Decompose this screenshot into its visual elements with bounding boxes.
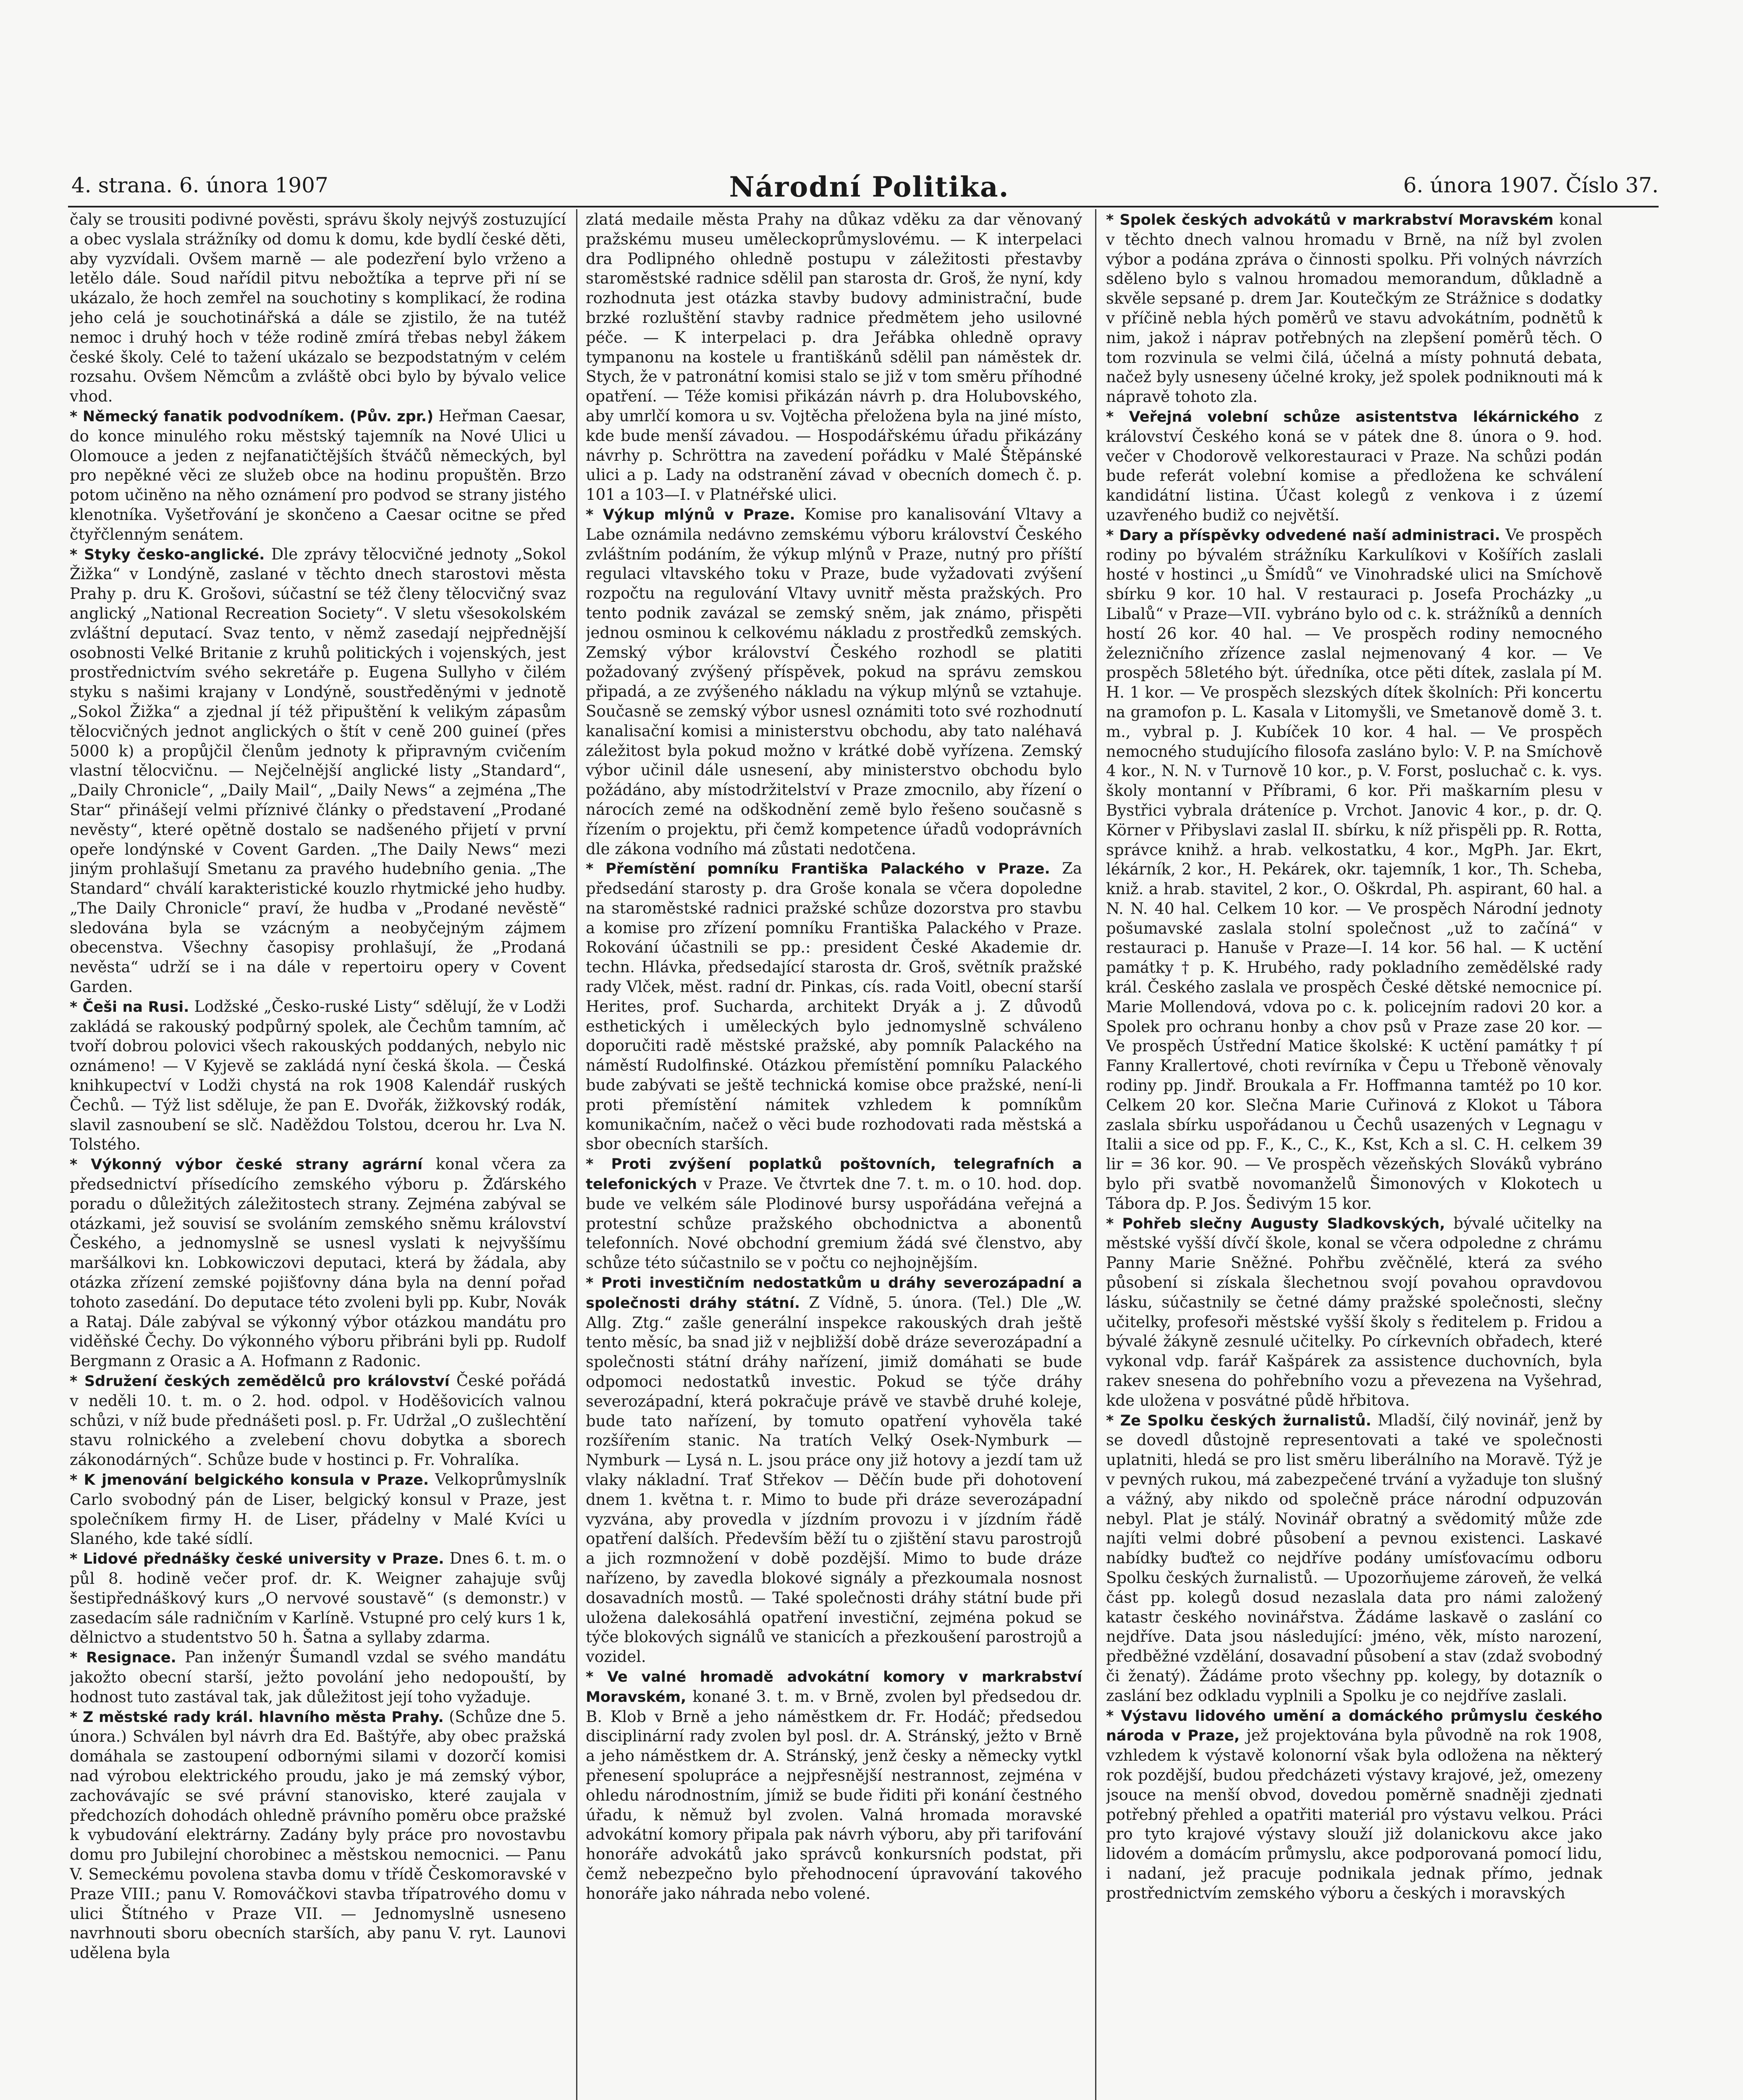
article-heading: * Ve valné hromadě advokátní komory v markrabství Moravském, bbox=[586, 1668, 1082, 1706]
article-text: (Schůze dne 5. února.) Schválen byl návrh dra Ed. Baštýře, aby obec pražská domáhala se zastoupení odbornými silami v dozorčí komisi nad výrobou elektrického proudu, jako je má zemský výbor, zachovávajíc se své právní stanovisko, které zaujala v předchozích dohodách ohledně právního poměru obce pražské k vybudování elektrárny. Zadány byly práce pro novostavbu domu pro Jubilejní chorobinec a městskou nemocnici. — Panu V. Semeckému povolena stavba domu v třídě Českomoravské v Praze VIII.; panu V. Romováčkovi stavba třípatrového domu v ulici Štítného v Praze VII. — Jednomyslně usneseno navrhnouti sboru obecních starších, aby panu V. ryt. Launovi udělena byla bbox=[70, 1707, 566, 1962]
article-paragraph bbox=[586, 210, 1082, 505]
article-heading: * Přemístění pomníku Františka Palackého v Praze. bbox=[586, 861, 1050, 878]
article-text: konal v těchto dnech valnou hromadu v Brně, na níž byl zvolen výbor a podána zpráva o činnosti spolku. Při volných návrzích sděleno bylo s valnou hromadou memorandum, důkladně a skvěle sepsané p. drem Jar. Koutečkým ze Strážnice s dodatky v příčině nebla hých poměrů ve stavu advokátním, podnětů k nim, jakož i náprav potřebných na zlepšení poměrů těch. O tom rozvinula se velmi čilá, účelná a místy pohnutá debata, načež byly usneseny účelné kroky, jež spolek podniknouti má k nápravě tohoto zla. bbox=[1106, 210, 1602, 406]
article-paragraph bbox=[70, 997, 566, 1155]
article-heading: * Pohřeb slečny Augusty Sladkovských, bbox=[1106, 1215, 1445, 1232]
article-heading: * Z městské rady král. hlavního města Prahy. bbox=[70, 1709, 444, 1726]
article-heading: * Německý fanatik podvodníkem. (Pův. zpr.) bbox=[70, 408, 434, 425]
page-header bbox=[71, 173, 1659, 202]
article-text: bývalé učitelky na městské vyšší dívčí škole, konal se včera odpoledne z chrámu Panny Marie Sněžné. Pohřbu zvěčnělé, která za svého působení si získala šlechetnou svojí povahou opravdovou lásku, súčastnily se četné dámy pražské společnosti, slečny učitelky, profesoři městské vyšší školy s ředitelem p. Fridou a bývalé žákyně zesnulé učitelky. Po církevních obřadech, které vykonal vdp. farář Kašpárek za assistence duchovních, byla rakev snesena do pohřebního vozu a převezena na Vyšehrad, kde uložena v posvátné půdě hřbitova. bbox=[1106, 1214, 1602, 1410]
article-text: Za předsedání starosty p. dra Groše konala se včera dopoledne na staroměstské radnici pražské schůze dozorstva pro stavbu a komise pro zřízení pomníku Františka Palackého v Praze. Rokování účastnili se pp.: president České Akademie dr. techn. Hlávka, předsedající starosta dr. Groš, světník pražské rady Vlček, měst. radní dr. Pinkas, cís. rada Voitl, obecní starší Herites, prof. Sucharda, architekt Dryák a j. Z důvodů esthetických i uměleckých bylo jednomyslně schváleno doporučiti radě městské pražské, aby pomník Palackého na náměstí Rudolfinské. Otázkou přemístění pomníku Palackého bude zabývati se ještě technická komise obce pražské, není-li proti přemístění námitek vzhledem k pomníkům komunikačním, načež o věci bude rozhodovati rada městská a sbor obecních starších. bbox=[586, 859, 1082, 1153]
article-paragraph bbox=[1106, 1214, 1602, 1411]
article-text: konané 3. t. m. v Brně, zvolen byl předsedou dr. B. Klob v Brně a jeho náměstkem dr. Fr. Hodáč; předsedou disciplinární rady zvolen byl posl. dr. A. Stránský, ježto v Brně a jeho náměstkem dr. A. Stránský, jenž česky a německy vytkl přenesení spolupráce a nejpřesnější nestrannost, zejména v ohledu národnostním, jímiž se bude řiditi při konání čestného úřadu, k němuž byl zvolen. Valná hromada moravské advokátní komory připala pak návrh výboru, aby při tarifování honoráře advokátů jako správců konkursních podstat, při čemž nebezpečno bylo přehodnocení úpravování takového honoráře jako náhrada nebo volené. bbox=[586, 1687, 1082, 1903]
article-heading: * Resignace. bbox=[70, 1649, 176, 1667]
article-heading: * K jmenování belgického konsula v Praze. bbox=[70, 1472, 429, 1488]
article-text: čaly se trousiti podivné pověsti, správu školy nejvýš zostuzující a obec vyslala strážníky od domu k domu, kde bydlí české děti, aby vyzvídali. Ovšem marně — ale podezření bylo vrženo a letělo dále. Soud nařídil pitvu nebožtíka a teprve při ní se ukázalo, že hoch zemřel na souchotiny s komplikací, že rodina jeho celá je souchotinářská a dále se zjistilo, že na tutéž nemoc i druhý hoch v téže rodině zmírá třebas nebyl žákem české školy. Celé to tažení ukázalo se bezpodstatným v celém rozsahu. Ovšem Němcům a zvláště obci bylo by bývalo velice vhod. bbox=[70, 210, 566, 406]
article-text: Heřman Caesar, do konce minulého roku městský tajemník na Nové Ulici u Olomouce a jeden z nejfanatičtějších štváčů německých, byl pro nepěkné věci ze služeb obce na hodinu propuštěn. Brzo potom učiněno na něho oznámení pro podvod se strany jistého klenotníka. Vyšetřování je skončeno a Caesar ocitne se před čtyřčlenným senátem. bbox=[70, 407, 566, 543]
article-text: Pan inženýr Šumandl vzdal se svého mandátu jakožto obecní starší, ježto povolání jeho nedopouští, by hodnost tuto zastával tak, jak důležitost její toho vyžaduje. bbox=[70, 1648, 566, 1706]
article-paragraph bbox=[70, 1648, 566, 1707]
article-heading: * Proti zvýšení poplatků poštovních, telegrafních a telefonických bbox=[586, 1156, 1082, 1193]
column-divider bbox=[576, 209, 577, 2100]
article-heading: * Dary a příspěvky odvedené naší administraci. bbox=[1106, 527, 1500, 544]
article-heading: * Styky česko-anglické. bbox=[70, 546, 265, 563]
article-paragraph bbox=[70, 1707, 566, 1963]
article-text: České pořádá v neděli 10. t. m. o 2. hod. odpol. v Hoděšovicích valnou schůzi, v níž bude přednášeti posl. p. Fr. Udržal „O zušlechtění stavu rolnického a zvelebení chovu dobytka a sborech zákonodárných“. Schůze bude v hostinci p. Fr. Vohralíka. bbox=[70, 1372, 566, 1469]
article-heading: * Ze Spolku českých žurnalistů. bbox=[1106, 1412, 1371, 1429]
article-text: konal včera za předsednictví přísedícího zemského výboru p. Žďárského poradu o důležitých záležitostech strany. Zejména zabýval se otázkami, jež souvisí se svoláním zemského sněmu království Českého, a jednomyslně se usnesl vyslati k nejvyššímu maršálkovi kn. Lobkowiczovi deputaci, která by žádala, aby otázka zřízení zemské pojišťovny dána byla na denní pořad tohoto zasedání. Do deputace této zvoleni byli pp. Kubr, Novák a Rataj. Dále zabýval se výkonný výbor otázkou mandátu pro viděňské Čechy. Do výkonného výboru přibráni byli pp. Rudolf Bergmann z Orasic a A. Hofmann z Radonic. bbox=[70, 1155, 566, 1370]
article-text: v Praze. Ve čtvrtek dne 7. t. m. o 10. hod. dop. bude ve velkém sále Plodinové bursy uspořádána veřejná a protestní schůze pražského obchodnictva a abonentů telefonních. Nové obchodní gremium žádá své členstvo, aby schůze této súčastnilo se v počtu co nejhojnějším. bbox=[586, 1175, 1082, 1272]
column-3 bbox=[1106, 210, 1602, 2100]
article-text: Komise pro kanalisování Vltavy a Labe oznámila nedávno zemskému výboru království Českého zvláštním podáním, že výkup mlýnů v Praze, nutný pro příští regulaci vltavského toku v Praze, bude vyžadovati zvýšení rozpočtu na regulování Vltavy uvnitř města pražských. Pro tento podnik zavázal se zemský sněm, jak známo, přispěti jednou osminou k celkovému nákladu z prostředků zemských. Zemský výbor království Českého rozhodl se platiti požadovaný zvýšený příspěvek, pokud na správu zemskou připadá, a ze zvýšeného nákladu na výkup mlýnů se vztahuje. Současně se zemský výbor usnesl oznámiti toto své rozhodnutí kanalisační komisi a ministerstvu obchodu, aby tato naléhavá záležitost byla pokud možno v krátké době vyřízena. Zemský výbor učinil dále usnesení, aby ministerstvo obchodu bylo požádáno, aby místodržitelství v Praze zmocnilo, aby řízení o nárocích zemé na odškodnění země bylo řešeno současně s řízením o projektu, při čemž kompetence úřadů vodoprávních dle zákona vodního má zůstati nedotčena. bbox=[586, 505, 1082, 858]
article-paragraph bbox=[1106, 210, 1602, 407]
article-text: Velkoprůmyslník Carlo svobodný pán de Liser, belgický konsul v Praze, jest společníkem firmy H. de Liser, přádelny v Malé Kvíci u Slaného, kde také sídlí. bbox=[70, 1470, 566, 1548]
article-text: zlatá medaile města Prahy na důkaz vděku za dar věnovaný pražskému museu uměleckoprůmyslovému. — K interpelaci dra Podlipného ohledně postupu v záležitosti přestavby staroměstské radnice sdělil pan starosta dr. Groš, že nyní, kdy rozhodnuta jest otázka stavby budovy administrační, bude brzké rozluštění stavby radnice předmětem jeho usilovné péče. — K interpelaci p. dra Jeřábka ohledně opravy tympanonu na kostele u františkánů sdělil pan náměstek dr. Stych, že v patronátní komisi stalo se již v tom směru příhodné opatření. — Téže komisi přikázán návrh p. dra Holubovského, aby umrlčí komora u sv. Vojtěcha přeložena byla na jiné místo, kde bude menší závadou. — Hospodářskému úřadu přikázány návrhy p. Schröttra na zavedení pořádku v Malé Štěpánské ulici a p. Lady na odstranění závad v obecních domech č. p. 101 a 103—I. v Platnéřské ulici. bbox=[586, 210, 1082, 504]
article-paragraph bbox=[586, 1154, 1082, 1273]
masthead-title: Národní Politika. bbox=[729, 171, 1009, 203]
column-2 bbox=[586, 210, 1082, 2100]
article-paragraph bbox=[70, 407, 566, 545]
article-text: Dle zprávy tělocvičné jednoty „Sokol Žižka“ v Londýně, zaslané v těchto dnech starostovi města Prahy p. dru K. Grošovi, súčastní se též členy tělocvičný svaz anglický „National Recreation Society“. V sletu všesokolském zvláštní deputací. Svaz tento, v němž zasedají nejpřednější osobnosti Velké Britanie z kruhů politických i vojenských, jest prostřednictvím svého sekretáře p. Eugena Sullyho v čilém styku s našimi krajany v Londýně, soustředěnými v jednotě „Sokol Žižka“ a zjednal jí též připuštění k velikým zápasům tělocvičných jednot anglických o štít v ceně 200 guineí (přes 5000 k) a propůjčil členům jednoty k připravným cvičením vlastní tělocvičnu. — Nejčelnější anglické listy „Standard“, „Daily Chronicle“, „Daily Mail“, „Daily News“ a zejména „The Star“ přinášejí velmi příznivé články o představení „Prodané nevěsty“, které opětně dostalo se nadšeného přijetí v první opeře londýnské v Covent Garden. „The Daily News“ mezi jiným prohlašují Smetanu za pravého hudebního genia. „The Standard“ chválí karakteristické kouzlo rhytmické jeho hudby. „The Daily Chronicle“ praví, že hudba v „Prodané nevěstě“ sledována byla se vzácným a neobyčejným zájmem obecenstva. Všechny časopisy prohlašují, že „Prodaná nevěsta“ udrží se i na dále v repertoiru opery v Covent Garden. bbox=[70, 545, 566, 996]
article-text: jež projektována byla původně na rok 1908, vzhledem k výstavě kolonorní však byla odložena na některý rok pozdější, budou předcházeti výstavy krajové, jež, omezeny jsouce na menší obvod, dovedou poměrně snadněji zjednati potřebný přehled a opatřiti materiál pro výstavu velkou. Práci pro tyto krajové výstavy slouží již dolanickovu akce jako lidovém a domácím průmyslu, akce podporovaná pomocí lidu, i nadaní, jež pracuje podnikala jednak přímo, jednak prostřednictvím zemského výboru a českých i moravských bbox=[1106, 1726, 1602, 1902]
article-text: Ve prospěch rodiny po bývalém strážníku Karkulíkovi v Košířích zaslali hosté v hostinci „u Šmídů“ ve Vinohradské ulici na Smíchově sbírku 9 kor. 10 hal. V restauraci p. Josefa Procházky „u Libalů“ v Praze—VII. vybráno bylo od c. k. strážníků a denních hostí 26 kor. 40 hal. — Ve prospěch rodiny nemocného železničního zřízence zaslal nejmenovaný 4 kor. — Ve prospěch 58letého být. úředníka, otce pěti dítek, zaslala pí M. H. 1 kor. — Ve prospěch slezských dítek školních: Při koncertu na gramofon p. L. Kasala v Litomyšli, ve Smetanově domě 3. t. m., vybral p. J. Kubíček 10 kor. 4 hal. — Ve prospěch nemocného studujícího filosofa zasláno bylo: V. P. na Smíchově 4 kor., N. N. v Turnově 10 kor., p. V. Forst, posluchač c. k. vys. školy montanní v Příbrami, 6 kor. Při maškarním plesu v Bystřici vybrala dráteníce p. Vrchot. Janovic 4 kor., p. dr. Q. Körner v Přibyslavi zaslal II. sbírku, k níž přispěli pp. R. Rotta, správce knihž. a hrab. velkostatku, 4 kor., MgPh. Jar. Ekrt, lékárník, 2 kor., H. Pekárek, okr. tajemník, 1 kor., Th. Scheba, kniž. a hrab. stavitel, 2 kor., O. Oškrdal, Ph. aspirant, 60 hal. a N. N. 40 hal. Celkem 10 kor. — Ve prospěch Národní jednoty pošumavské zaslala stolní společnost „už to začíná“ v restauraci p. Hanuše v Praze—I. 14 kor. 56 hal. — K uctění památky † p. K. Hrubého, rady pokladního zemědělské rady král. Českého zaslala ve prospěch České dětské nemocnice pí. Marie Mollendová, vdova po c. k. policejním radovi 20 kor. a Spolek pro ochranu honby a chov psů v Praze zase 20 kor. — Ve prospěch Ústřední Matice školské: K uctění památky † pí Fanny Krallertové, choti revírníka v Čepu u Třeboně věnovaly rodiny pp. Jindř. Broukala a Fr. Hoffmanna tamtéž po 10 kor. Celkem 20 kor. Slečna Marie Cuřinová z Klokot u Tábora zaslala sbírku uspořádanou u Čechů usazených v Legnagu v Italii a sice od pp. F., K., C., K., Kst, Kch a sl. C. H. celkem 39 lir = 36 kor. 90. — Ve prospěch vězeňských Slováků vybráno bylo při svatbě novomanželů Šimonových v Klokotech u Tábora dp. P. Jos. Šedivým 15 kor. bbox=[1106, 525, 1602, 1213]
article-heading: * Výstavu lidového umění a domáckého průmyslu českého národa v Praze, bbox=[1106, 1707, 1602, 1745]
article-text: Dnes 6. t. m. o půl 8. hodině večer prof. dr. K. Weigner zahajuje svůj šestipřednáškový kurs „O nervové soustavě“ (s demonstr.) v zasedacím sále radničním v Karlíně. Vstupné pro celý kurs 1 k, dělnictvo a studentstvo 50 h. Šatna a syllaby zdarma. bbox=[70, 1549, 566, 1647]
column-divider bbox=[1095, 209, 1096, 2100]
article-text: Lodžské „Česko-ruské Listy“ sdělují, že v Lodži zakládá se rakouský podpůrný spolek, ale Čechům tamním, ač tvoří dobrou polovici všech rakouských poddaných, nebylo nic oznámeno! — V Kyjevě se zakládá nyní česká škola. — Česká knihkupectví v Lodži chystá na rok 1908 Kalendář ruských Čechů. — Týž list sděluje, že pan E. Dvořák, žižkovský rodák, slavil zasnoubení se slč. Naděždou Tolstou, dcerou hr. Lva N. Tolstého. bbox=[70, 997, 566, 1154]
article-paragraph bbox=[1106, 525, 1602, 1214]
article-heading: * Výkonný výbor české strany agrární bbox=[70, 1156, 423, 1173]
article-paragraph bbox=[70, 1470, 566, 1549]
article-paragraph bbox=[70, 545, 566, 997]
article-heading: * Lidové přednášky české university v Praze. bbox=[70, 1551, 444, 1568]
article-paragraph bbox=[1106, 1706, 1602, 1903]
header-rule bbox=[68, 206, 1659, 207]
article-heading: * Češi na Rusi. bbox=[70, 998, 189, 1016]
article-paragraph bbox=[70, 1155, 566, 1371]
article-heading: * Sdružení českých zemědělců pro království bbox=[70, 1373, 450, 1390]
article-text: Mladší, čilý novinář, jenž by se dovedl důstojně representovati a také ve společnosti uplatniti, hledá se pro list směru liberálního na Moravě. Týž je v pevných rukou, má zabezpečené trvání a vyžaduje ton slušný a vážný, aby nikdo od společně práce národní odpuzován nebyl. Plat je stálý. Novinář obratný a svědomitý může zde najíti velmi dobré působení a pevnou existenci. Laskavé nabídky buďtež co nejdříve podány umísťovacímu odboru Spolku českých žurnalistů. — Upozorňujeme zároveň, že velká část pp. kolegů dosud nezaslala data pro námi založený katastr českého novinářstva. Žádáme laskavě o zaslání co nejdříve. Data jsou následující: jméno, věk, místo narození, předběžné vzdělání, dosavadní působení a stav (zdaž svobodný či ženatý). Žádáme proto všechny pp. kolegy, by dotazník o zaslání bez odkladu vyplnili a Spolku je co nejdříve zaslali. bbox=[1106, 1411, 1602, 1705]
article-paragraph bbox=[1106, 1411, 1602, 1706]
article-paragraph bbox=[586, 505, 1082, 859]
issue-date-number: 6. února 1907. Číslo 37. bbox=[1403, 173, 1659, 197]
article-heading: * Veřejná volební schůze asistentstva lékárnického bbox=[1106, 408, 1579, 425]
article-paragraph bbox=[586, 859, 1082, 1154]
article-paragraph bbox=[70, 210, 566, 407]
article-heading: * Spolek českých advokátů v markrabství Moravském bbox=[1106, 212, 1554, 228]
article-paragraph bbox=[70, 1371, 566, 1470]
article-paragraph bbox=[586, 1667, 1082, 1904]
column-1 bbox=[70, 210, 566, 2100]
article-text: z království Českého koná se v pátek dne 8. února o 9. hod. večer v Chodorově velkorestauraci v Praze. Na schůzi podán bude referát volební komise a předložena ke schválení kandidátní listina. Účast kolegů z venkova i z území uzavřeného budiž co největší. bbox=[1106, 407, 1602, 524]
article-heading: * Proti investičním nedostatkům u dráhy severozápadní a společnosti dráhy státní. bbox=[586, 1275, 1082, 1312]
article-paragraph bbox=[70, 1549, 566, 1648]
article-paragraph bbox=[586, 1273, 1082, 1667]
article-text: Z Vídně, 5. února. (Tel.) Dle „W. Allg. Ztg.“ zašle generální inspekce rakouských drah ještě tento měsíc, ba snad již v nejbližší době dráze severozápadní a společnosti státní dráhy nařízení, jimiž domáhati se bude odpomoci nedostatků investic. Pokud se týče dráhy severozápadní, která pokračuje právě ve stavbě druhé koleje, bude tato nařízení, by tomuto opatření vyhověla také rozšířením stanic. Na tratích Velký Osek-Nymburk — Nymburk — Lysá n. L. jsou práce ony již hotovy a jezdí tam už vlaky nákladní. Trať Střekov — Děčín bude při dohotovení dnem 1. května t. r. Mimo to bude při dráze severozápadní vyzvána, aby provedla v jízdním provozu i v jízdním řádě opatření dalších. Především běží tu o zjištění stavu parostrojů a jich rozmnožení v době pozdější. Mimo to bude dráze nařízeno, by zavedla blokové signály a přezkoumala nosnost dosavadních mostů. — Také společnosti dráhy státní bude při uložena dalekosáhlá opatření investiční, zejména pokud se týče blokových signálů ve stanicích a přezkoušení parostrojů a vozidel. bbox=[586, 1293, 1082, 1666]
article-paragraph bbox=[1106, 407, 1602, 525]
article-heading: * Výkup mlýnů v Praze. bbox=[586, 506, 795, 523]
page-number-date: 4. strana. 6. února 1907 bbox=[71, 173, 328, 197]
